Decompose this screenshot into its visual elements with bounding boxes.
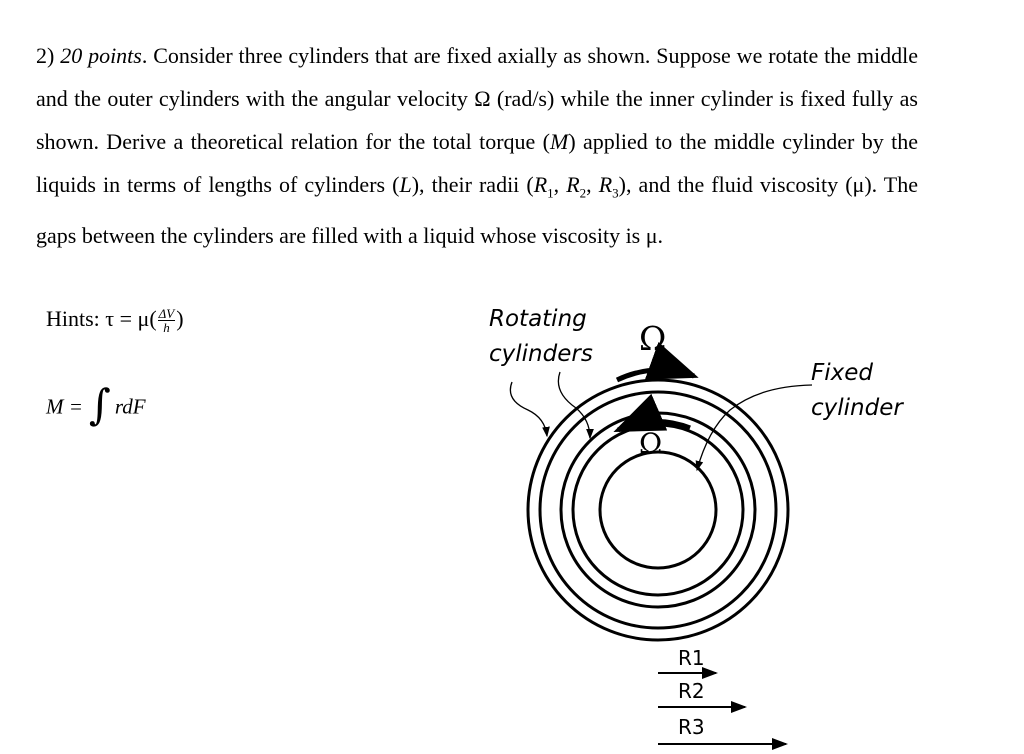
- fixed-label-line2: cylinder: [811, 395, 903, 421]
- fraction-numerator: ΔV: [158, 306, 175, 322]
- problem-sentence-4: ), and the fluid viscosity (μ). The gaps between the cylinders are filled with a liquid whose viscosity is μ.: [36, 172, 919, 249]
- radius-r3: R: [598, 172, 613, 197]
- fraction-denominator: h: [163, 320, 170, 336]
- integral-sign: ∫: [88, 380, 111, 429]
- moment-rhs: rdF: [114, 394, 146, 419]
- problem-sentence-3: ), their radii (: [411, 172, 534, 197]
- problem-number: 2): [36, 43, 55, 68]
- hint-label: Hints: τ = μ(: [46, 306, 157, 331]
- radius-r2-subscript: 2: [579, 185, 587, 201]
- hint-close-paren: ): [176, 306, 184, 331]
- outer-rotation-arrow: [617, 370, 694, 380]
- problem-sentence-1: . Consider three cylinders that are fixed axially as shown. Suppose we rotate the middle and the outer cylinders with the angular velocity Ω (rad/s) while the inner cylinder is fixed fully as shown. Derive a theoretical relation for the total torque (: [36, 43, 918, 154]
- omega-outer-label: Ω: [639, 319, 667, 358]
- fixed-label-line1: Fixed: [811, 360, 873, 386]
- radius-r1: R: [533, 172, 548, 197]
- comma-2: ,: [586, 172, 599, 197]
- moment-lhs: M =: [46, 394, 83, 419]
- rotating-label-line1: Rotating: [489, 306, 587, 332]
- inner-cylinder: [600, 452, 716, 568]
- torque-symbol: M: [550, 129, 569, 154]
- fixed-pointer: [697, 385, 812, 470]
- radius-r1-subscript: 1: [547, 185, 554, 201]
- radius-r2: R: [566, 172, 580, 197]
- radius-r3-subscript: 3: [612, 185, 619, 201]
- rotating-pointer-outer: [510, 382, 547, 436]
- problem-points: 20 points: [60, 43, 142, 68]
- radius-label-r3: R3: [678, 715, 705, 739]
- comma-1: ,: [553, 172, 567, 197]
- radius-label-r1: R1: [678, 646, 705, 670]
- omega-middle-label: Ω: [639, 427, 663, 460]
- length-symbol: L: [399, 172, 412, 197]
- rotating-label-line2: cylinders: [489, 341, 593, 367]
- problem-sentence-2: ) applied to the middle cylinder by the liquids in terms of lengths of cylinders (: [36, 129, 918, 197]
- radius-label-r2: R2: [678, 679, 705, 703]
